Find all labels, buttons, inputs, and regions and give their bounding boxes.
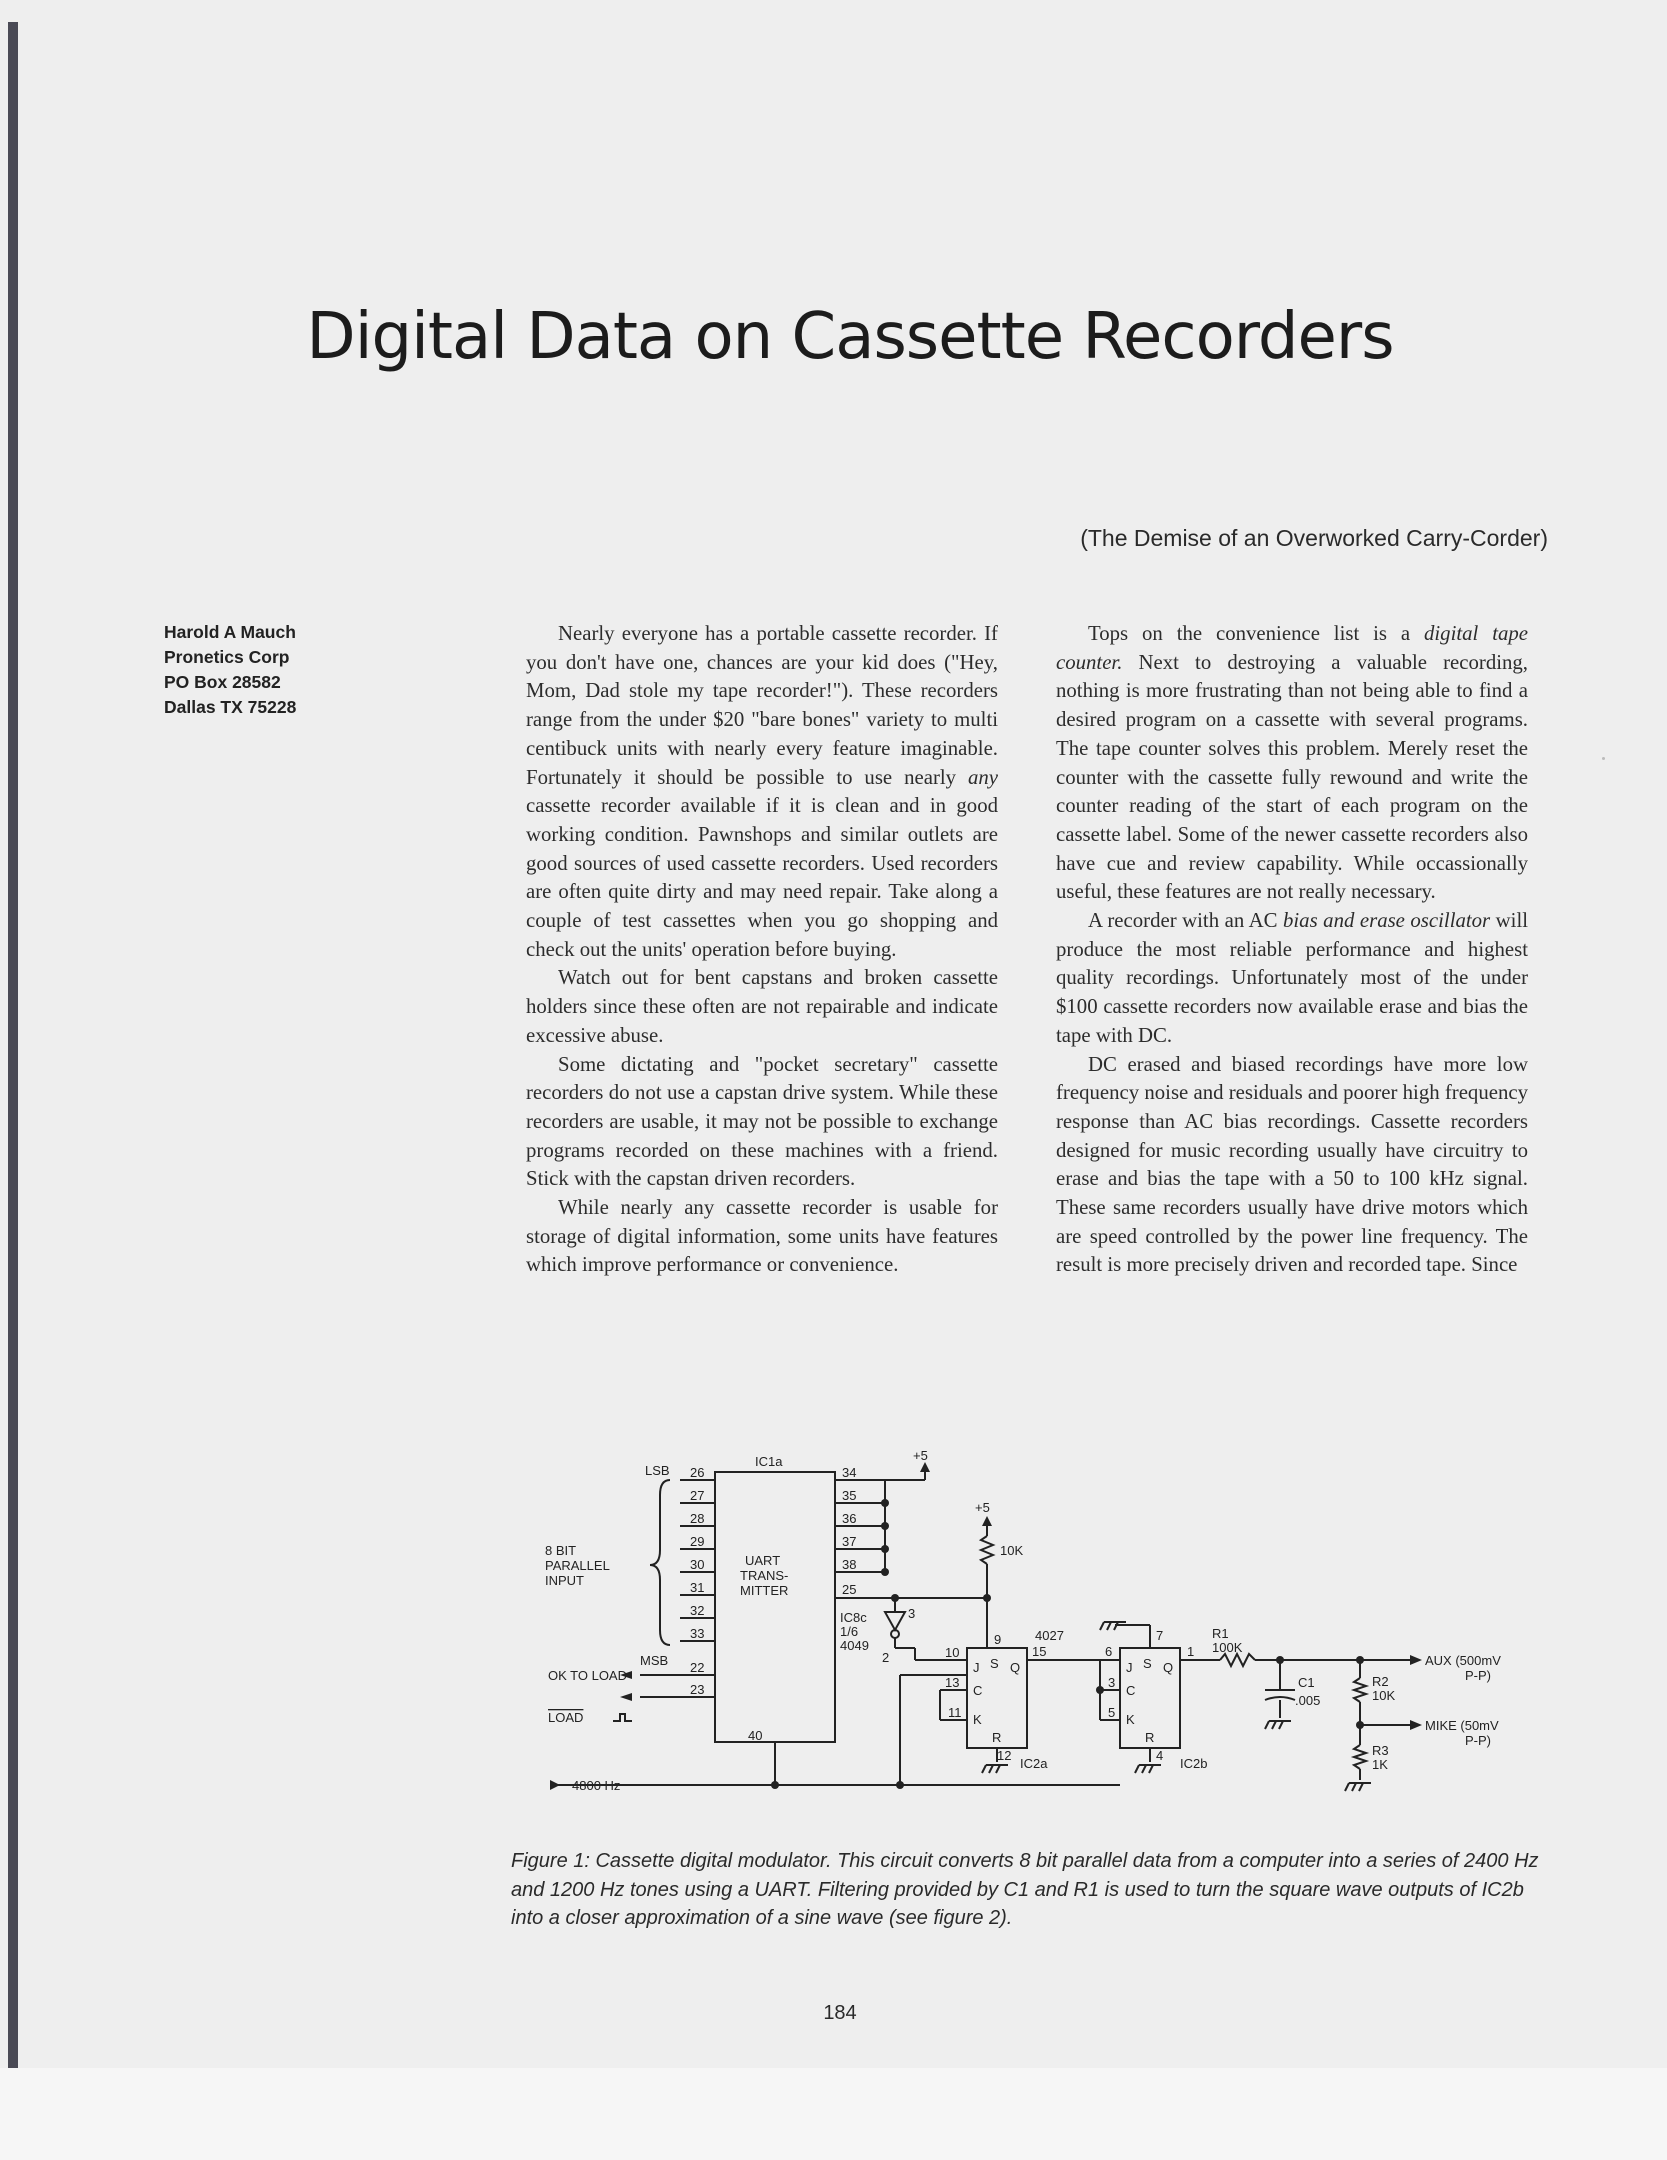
pin-label: 35 [842, 1488, 857, 1503]
label-plus5: +5 [975, 1500, 990, 1515]
emphasis-text: digital tape counter. [1056, 622, 1528, 674]
paragraph-text: Next to destroying a valuable recording, nothing is more frustrating than not being able to find a desired program on a cassette with several programs. The tape counter solves this problem. Merely reset the counter with the cassette fully rewound and write the counter reading of the start of each program on the cassette label. Some of the newer cassette recorders also have cue and review capability. While occassionally useful, these features are not really necessary. [1056, 650, 1528, 904]
label-10k: 10K [1000, 1543, 1024, 1558]
ff-pin: J [973, 1660, 980, 1675]
label-plus5: +5 [913, 1450, 928, 1463]
paragraph: While nearly any cassette recorder is usable for storage of digital information, some units have features which improve performance or convenience. [526, 1196, 998, 1277]
pin-label: 31 [690, 1580, 705, 1595]
label-r1: R1 [1212, 1626, 1229, 1641]
label-c1: C1 [1298, 1675, 1315, 1690]
label-c1: .005 [1295, 1693, 1321, 1708]
label-input: INPUT [545, 1573, 584, 1588]
ff-pin: S [990, 1656, 999, 1671]
label-aux-output: P-P) [1465, 1668, 1491, 1683]
label-r3: 1K [1372, 1757, 1388, 1772]
paragraph [1056, 620, 1528, 907]
circuit-schematic [520, 1450, 1550, 1825]
emphasis-text: bias and erase oscillator [1283, 909, 1491, 933]
pin-label: 10 [945, 1645, 960, 1660]
body-column-right [1056, 620, 1528, 1280]
pin-label: 38 [842, 1557, 857, 1572]
paragraph: Watch out for bent capstans and broken cassette holders since these often are not repairable and indicate excessive abuse. [526, 966, 998, 1047]
pin-label: 40 [748, 1728, 763, 1743]
ff-pin: K [973, 1712, 982, 1727]
pin-label: 30 [690, 1557, 705, 1572]
body-column-left [526, 620, 998, 1280]
paragraph-text: will produce the most reliable performance and highest quality recordings. Unfortunately most of the under $100 cassette recorders now available erase and bias the tape with DC. [1056, 909, 1528, 1047]
label-r2: 10K [1372, 1688, 1396, 1703]
label-lsb: LSB [645, 1463, 670, 1478]
label-ic2a: IC2a [1020, 1756, 1048, 1771]
label-ic2b: IC2b [1180, 1756, 1208, 1771]
pin-label: 23 [690, 1682, 705, 1697]
ff-pin: R [992, 1730, 1002, 1745]
paragraph [1056, 907, 1528, 1051]
pin-label: 37 [842, 1534, 857, 1549]
paragraph-text: Nearly everyone has a portable cassette recorder. If you don't have one, chances are your kid does ("Hey, Mom, Dad stole my tape recorder!"). These recorders range from the under $20 "bare bones" variety to multi centibuck units with nearly every feature imaginable. Fortunately it should be possible to use nearly [526, 622, 998, 789]
label-r3: R3 [1372, 1743, 1389, 1758]
pin-label: 1 [1187, 1644, 1195, 1659]
ff-pin: S [1143, 1656, 1152, 1671]
label-uart: TRANS- [740, 1568, 789, 1583]
article-title: Digital Data on Cassette Recorders [306, 300, 1394, 374]
label-mike-output: MIKE (50mV [1425, 1718, 1499, 1733]
pin-label: 26 [690, 1465, 705, 1480]
label-aux-output: AUX (500mV [1425, 1653, 1501, 1668]
pin-label: 36 [842, 1511, 857, 1526]
label-ic8c: IC8c [840, 1610, 867, 1625]
pin-label: 6 [1105, 1644, 1113, 1659]
paragraph-text: A recorder with an AC [1088, 909, 1283, 933]
pin-label: 33 [690, 1626, 705, 1641]
label-input: 8 BIT [545, 1543, 577, 1558]
pin-label: 25 [842, 1582, 857, 1597]
paper-speck [1602, 757, 1605, 760]
pin-label: 34 [842, 1465, 857, 1480]
ff-pin: C [973, 1683, 983, 1698]
label-ic8c: 4049 [840, 1638, 869, 1653]
emphasis-text: any [967, 765, 998, 789]
pin-label: 3 [1108, 1675, 1116, 1690]
author-po-box: PO Box 28582 [164, 672, 281, 692]
article-subtitle: (The Demise of an Overworked Carry-Corder) [1080, 525, 1548, 551]
ff-pin: Q [1163, 1660, 1174, 1675]
label-uart: UART [745, 1553, 781, 1568]
paragraph: Some dictating and "pocket secretary" cassette recorders do not use a capstan drive system. While these recorders are usable, it may not be possible to exchange programs recorded on these machines with a friend. Stick with the capstan driven recorders. [526, 1052, 998, 1191]
uart-chip [715, 1472, 835, 1742]
label-clock: 4800 Hz [572, 1778, 621, 1793]
pin-label: 22 [690, 1660, 705, 1675]
label-r1: 100K [1212, 1640, 1243, 1655]
pin-label: 28 [690, 1511, 705, 1526]
paragraph-text: cassette recorder available if it is clean and in good working condition. Pawnshops and similar outlets are good sources of used cassette recorders. Used recorders are often quite dirty and may need repair. Take along a couple of test cassettes when you go shopping and check out the units' operation before buying. [526, 794, 998, 961]
label-ic1a: IC1a [755, 1454, 783, 1469]
ff-pin: Q [1010, 1660, 1021, 1675]
schematic-drawing [520, 1450, 1550, 1825]
ff-pin: C [1126, 1683, 1136, 1698]
label-ic8c: 1/6 [840, 1624, 859, 1639]
label-input: PARALLEL [545, 1558, 610, 1573]
author-block [164, 620, 404, 720]
label-uart: MITTER [740, 1583, 789, 1598]
paragraph: DC erased and biased recordings have more low frequency noise and residuals and poorer high frequency response than AC bias recordings. Cassette recorders designed for music recording usually have circuitry to erase and bias the tape with a 50 to 100 kHz signal. These same recorders usually have drive motors which are speed controlled by the power line frequency. The result is more precisely driven and recorded tape. Since [1056, 1052, 1528, 1277]
pin-label: 11 [948, 1705, 962, 1720]
paragraph [526, 620, 998, 964]
pin-label: 29 [690, 1534, 705, 1549]
author-city: Dallas TX 75228 [164, 697, 297, 717]
label-4027: 4027 [1035, 1628, 1064, 1643]
pin-label: 3 [908, 1606, 916, 1621]
pin-label: 2 [882, 1650, 890, 1665]
label-load: LOAD [548, 1710, 584, 1725]
binding-edge [8, 22, 18, 2070]
pin-label: 27 [690, 1488, 705, 1503]
page-number: 184 [823, 2002, 857, 2024]
pin-label: 15 [1032, 1644, 1047, 1659]
paragraph-text: Tops on the convenience list is a [1088, 622, 1424, 645]
pin-label: 4 [1156, 1748, 1164, 1763]
ff-pin: K [1126, 1712, 1135, 1727]
pin-label: 9 [994, 1632, 1002, 1647]
pin-label: 12 [997, 1748, 1012, 1763]
pin-label: 5 [1108, 1705, 1116, 1720]
author-name: Harold A Mauch [164, 622, 296, 642]
figure-caption: Figure 1: Cassette digital modulator. This circuit converts 8 bit parallel data from a computer into a series of 2400 Hz and 1200 Hz tones using a UART. Filtering provided by C1 and R1 is used to turn the square wave outputs of IC2b into a closer approximation of a sine wave (see figure 2). [511, 1850, 1539, 1929]
label-ok-to-load: OK TO LOAD [548, 1668, 627, 1683]
label-msb: MSB [640, 1653, 669, 1668]
label-mike-output: P-P) [1465, 1733, 1491, 1748]
pin-label: 13 [945, 1675, 960, 1690]
ff-pin: J [1126, 1660, 1133, 1675]
pin-label: 32 [690, 1603, 705, 1618]
pin-label: 7 [1156, 1628, 1164, 1643]
label-r2: R2 [1372, 1674, 1389, 1689]
page-margin [0, 2068, 1667, 2160]
ff-pin: R [1145, 1730, 1155, 1745]
author-company: Pronetics Corp [164, 647, 290, 667]
